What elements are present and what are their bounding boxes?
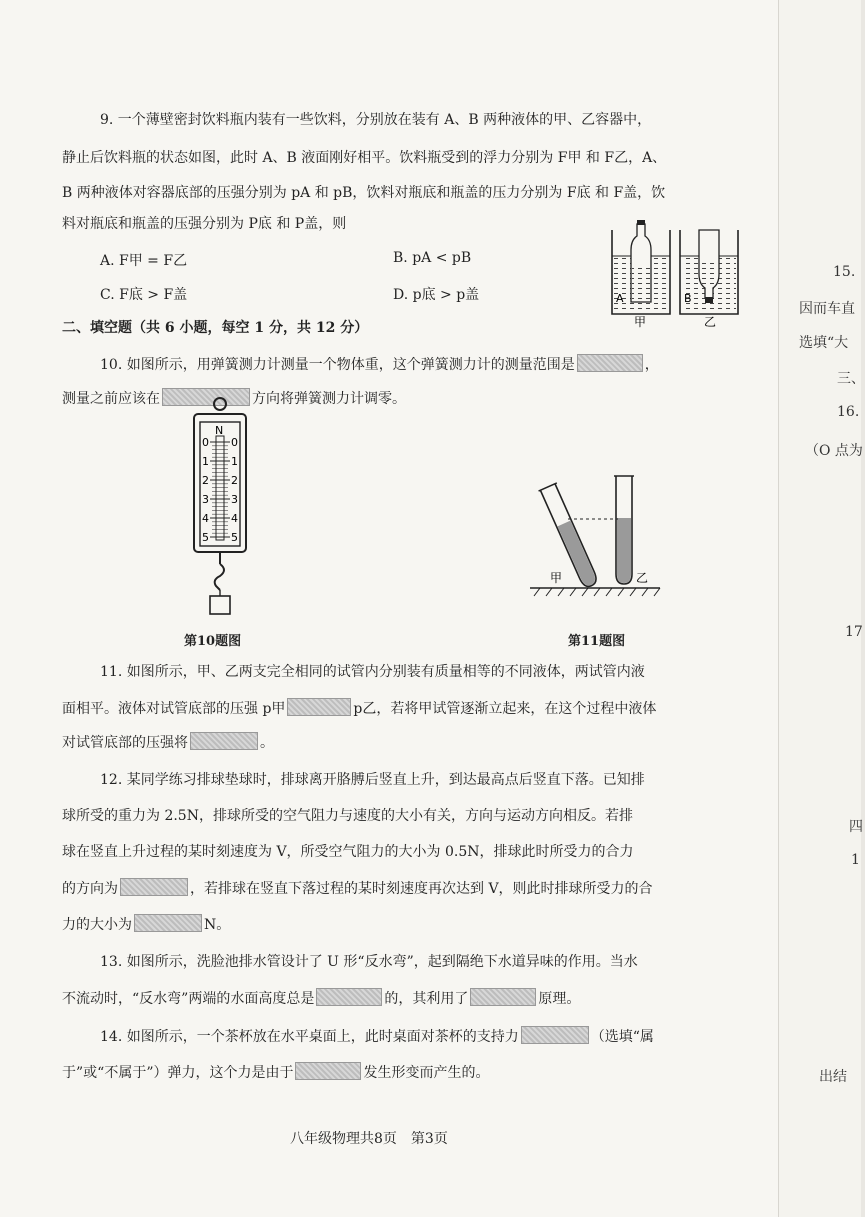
tick-label-left: 0 bbox=[202, 436, 209, 449]
tube-yi bbox=[614, 476, 634, 584]
q12-line3: 球在竖直上升过程的某时刻速度为 V，所受空气阻力的大小为 0.5N，排球此时所受力的合力 bbox=[62, 844, 634, 860]
q10-caption: 第10题图 bbox=[184, 634, 242, 649]
q10-text-2: ， bbox=[644, 357, 659, 373]
tick-label-left: 1 bbox=[202, 455, 209, 468]
q10-line1 bbox=[100, 354, 659, 375]
q10-text-4: 方向将弹簧测力计调零。 bbox=[252, 391, 406, 407]
q9-option-c: C. F底 > F盖 bbox=[100, 287, 188, 303]
q14-text-1b: （选填“属 bbox=[590, 1029, 654, 1045]
tube-label-jia: 甲 bbox=[550, 571, 563, 585]
q12-text-4b: ，若排球在竖直下落过程的某时刻速度再次达到 V，则此时排球所受力的合 bbox=[190, 881, 653, 897]
q12-line4 bbox=[62, 878, 653, 899]
tick-label-right: 1 bbox=[231, 455, 238, 468]
q14-text-1a: 14. 如图所示，一个茶杯放在水平桌面上，此时桌面对茶杯的支持力 bbox=[100, 1029, 519, 1045]
q14-text-2a: 于”或“不属于”）弹力，这个力是由于 bbox=[62, 1065, 294, 1081]
tick-label-left: 5 bbox=[202, 531, 209, 544]
q11-blank-change[interactable] bbox=[190, 732, 258, 750]
fragment-4: 三、 bbox=[837, 371, 865, 387]
q10-blank-range[interactable] bbox=[577, 354, 643, 372]
q11-line2 bbox=[62, 698, 656, 719]
tube-jia bbox=[539, 483, 601, 590]
q11-text-5: 。 bbox=[260, 735, 274, 751]
tick-label-right: 0 bbox=[231, 436, 238, 449]
q13-text-2a: 不流动时，“反水弯”两端的水面高度总是 bbox=[62, 991, 315, 1007]
fragment-1: 15. bbox=[833, 264, 856, 280]
q11-text-2: 面相平。液体对试管底部的压强 p甲 bbox=[62, 701, 286, 717]
spring-scale-figure bbox=[186, 392, 256, 626]
q12-blank-direction[interactable] bbox=[120, 878, 188, 896]
label-a: A bbox=[616, 292, 624, 305]
fragment-7: 17 bbox=[845, 624, 863, 640]
q9-option-d: D. p底 > p盖 bbox=[393, 287, 480, 303]
q10-text-3: 测量之前应该在 bbox=[62, 391, 160, 407]
fragment-2: 因而车直 bbox=[799, 301, 855, 317]
q12-line5 bbox=[62, 914, 230, 935]
q13-text-2b: 的，其利用了 bbox=[384, 991, 469, 1007]
q14-text-2b: 发生形变而产生的。 bbox=[363, 1065, 490, 1081]
label-yi: 乙 bbox=[704, 315, 717, 329]
section-heading: 二、填空题（共 6 小题，每空 1 分，共 12 分） bbox=[62, 320, 369, 336]
q11-text-4: 对试管底部的压强将 bbox=[62, 735, 188, 751]
tick-label-right: 3 bbox=[231, 493, 238, 506]
q11-text-3: p乙，若将甲试管逐渐立起来，在这个过程中液体 bbox=[353, 701, 657, 717]
label-b: B bbox=[684, 292, 692, 305]
q10-text-1: 10. 如图所示，用弹簧测力计测量一个物体重，这个弹簧测力计的测量范围是 bbox=[100, 357, 575, 373]
q14-line1 bbox=[100, 1026, 654, 1047]
tick-label-left: 2 bbox=[202, 474, 209, 487]
fragment-8: 四 bbox=[849, 819, 863, 835]
q12-line1: 12. 某同学练习排球垫球时，排球离开胳膊后竖直上升，到达最高点后竖直下落。已知排 bbox=[100, 772, 645, 788]
q11-line3 bbox=[62, 732, 274, 753]
q9-option-b: B. pA < pB bbox=[393, 250, 472, 266]
q12-blank-force[interactable] bbox=[134, 914, 202, 932]
fragment-6: （O 点为 bbox=[805, 443, 863, 459]
q9-line2: 静止后饮料瓶的状态如图，此时 A、B 液面刚好相平。饮料瓶受到的浮力分别为 F甲 和 F乙，A、 bbox=[62, 150, 667, 166]
q9-figure bbox=[606, 216, 742, 328]
page-footer: 八年级物理共8页 第3页 bbox=[290, 1131, 448, 1147]
q11-blank-compare[interactable] bbox=[287, 698, 351, 716]
q9-line4: 料对瓶底和瓶盖的压强分别为 P底 和 P盖，则 bbox=[62, 216, 347, 232]
q13-text-2c: 原理。 bbox=[538, 991, 581, 1007]
tick-label-right: 5 bbox=[231, 531, 238, 544]
fragment-10: 出结 bbox=[819, 1069, 847, 1085]
next-page-edge bbox=[778, 0, 865, 1217]
q11-caption: 第11题图 bbox=[568, 634, 626, 649]
q12-text-5b: N。 bbox=[204, 917, 231, 933]
fragment-3: 选填“大 bbox=[799, 335, 849, 351]
q12-text-4a: 的方向为 bbox=[62, 881, 118, 897]
fragment-5: 16. bbox=[837, 404, 860, 420]
scale-top-label: N bbox=[215, 424, 224, 437]
q9-line1: 9. 一个薄壁密封饮料瓶内装有一些饮料，分别放在装有 A、B 两种液体的甲、乙容器中， bbox=[100, 112, 652, 128]
tick-label-right: 2 bbox=[231, 474, 238, 487]
q11-line1: 11. 如图所示，甲、乙两支完全相同的试管内分别装有质量相等的不同液体，两试管内液 bbox=[100, 664, 645, 680]
q9-option-a: A. F甲 = F乙 bbox=[100, 253, 188, 269]
tube-label-yi: 乙 bbox=[636, 571, 649, 585]
q13-blank-height[interactable] bbox=[316, 988, 382, 1006]
q14-line2 bbox=[62, 1062, 489, 1083]
label-jia: 甲 bbox=[634, 315, 647, 329]
q13-line1: 13. 如图所示，洗脸池排水管设计了 U 形“反水弯”，起到隔绝下水道异味的作用。当水 bbox=[100, 954, 638, 970]
q14-blank-belongs[interactable] bbox=[521, 1026, 589, 1044]
q13-line2 bbox=[62, 988, 580, 1009]
test-tubes-figure bbox=[520, 470, 670, 600]
q12-line2: 球所受的重力为 2.5N，排球所受的空气阻力与速度的大小有关，方向与运动方向相反。若排 bbox=[62, 808, 633, 824]
tick-label-left: 4 bbox=[202, 512, 209, 525]
q9-line3: B 两种液体对容器底部的压强分别为 pA 和 pB，饮料对瓶底和瓶盖的压力分别为 F底 和 F盖，饮 bbox=[62, 185, 666, 201]
q14-blank-object[interactable] bbox=[295, 1062, 361, 1080]
q12-text-5a: 力的大小为 bbox=[62, 917, 132, 933]
q13-blank-principle[interactable] bbox=[470, 988, 536, 1006]
fragment-9: 1 bbox=[851, 852, 860, 868]
tick-label-right: 4 bbox=[231, 512, 238, 525]
tick-label-left: 3 bbox=[202, 493, 209, 506]
